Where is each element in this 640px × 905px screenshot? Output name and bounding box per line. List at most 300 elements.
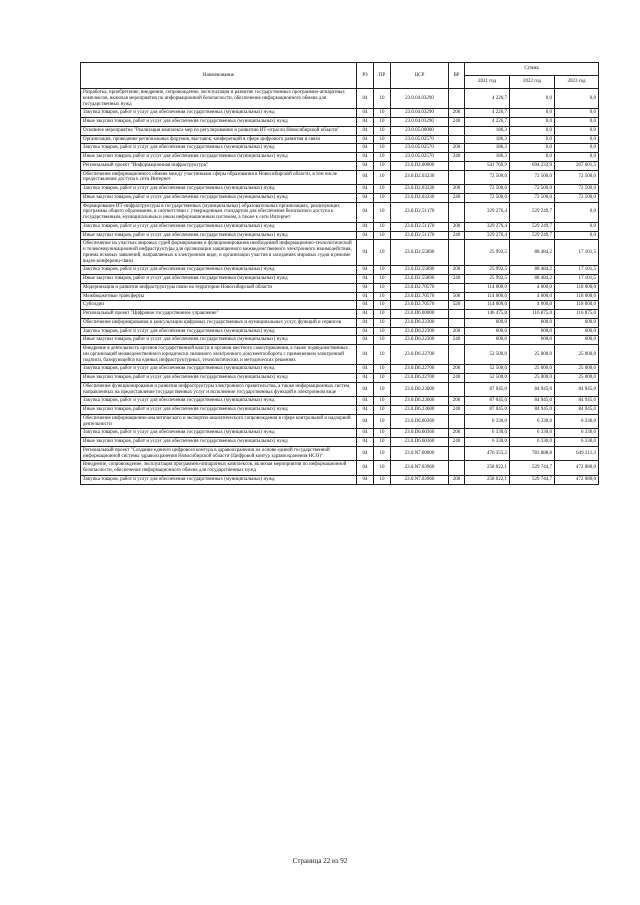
cell-2022: 4 000,0: [510, 301, 555, 310]
cell-2021: 476 355,2: [465, 446, 510, 461]
cell-pr: 10: [374, 429, 391, 438]
cell-2022: 0,0: [510, 89, 555, 109]
cell-2021: 4 226,7: [465, 89, 510, 109]
cell-name: Закупка товаров, работ и услуг для обеспечения государственных (муниципальных) нужд: [81, 185, 357, 194]
cell-rz: 04: [357, 414, 374, 429]
table-row: [81, 202, 599, 222]
cell-vr: [449, 414, 465, 429]
cell-csr: 23.0.D2.03230: [391, 170, 449, 185]
cell-pr: 10: [374, 266, 391, 275]
cell-2023: 472 080,0: [555, 475, 599, 484]
cell-name: Межбюджетные трансферты: [81, 292, 357, 301]
cell-csr: 23.0.D2.51170: [391, 202, 449, 222]
cell-2023: 17 101,5: [555, 266, 599, 275]
cell-2021: 600,0: [465, 318, 510, 327]
cell-2023: 0,0: [555, 231, 599, 240]
cell-csr: 23.0.D6.60360: [391, 429, 449, 438]
cell-2021: 25 992,5: [465, 275, 510, 284]
cell-pr: 10: [374, 153, 391, 162]
cell-2023: 600,0: [555, 327, 599, 336]
cell-rz: 04: [357, 126, 374, 135]
table-row: [81, 118, 599, 127]
cell-2023: 25 000,0: [555, 345, 599, 365]
table-row: [81, 429, 599, 438]
cell-vr: [449, 89, 465, 109]
cell-2023: 207 601,5: [555, 161, 599, 170]
cell-name: Обеспечение информационно-аналитического и экспертно-аналитического сопровождения в сфере контрольной и надзорной деятельности: [81, 414, 357, 429]
cell-rz: 04: [357, 374, 374, 383]
cell-pr: 10: [374, 275, 391, 284]
cell-2021: 87 045,0: [465, 382, 510, 397]
table-row: [81, 461, 599, 476]
cell-vr: [449, 382, 465, 397]
table-row: [81, 438, 599, 447]
cell-2021: 87 045,0: [465, 406, 510, 415]
cell-rz: 04: [357, 475, 374, 484]
cell-vr: 200: [449, 109, 465, 118]
cell-pr: 10: [374, 345, 391, 365]
cell-vr: [449, 135, 465, 144]
cell-2023: 600,0: [555, 336, 599, 345]
table-row: [81, 161, 599, 170]
cell-2021: 114 000,0: [465, 301, 510, 310]
table-row: [81, 283, 599, 292]
table-row: [81, 327, 599, 336]
cell-csr: 23.0.D6.22300: [391, 318, 449, 327]
cell-2023: 0,0: [555, 135, 599, 144]
cell-name: Иные закупки товаров, работ и услуг для обеспечения государственных (муниципальных) нужд: [81, 193, 357, 202]
cell-2021: 329 276,4: [465, 231, 510, 240]
cell-rz: 04: [357, 231, 374, 240]
cell-pr: 10: [374, 292, 391, 301]
cell-pr: 10: [374, 118, 391, 127]
header-year-2023: 2023 год: [555, 76, 599, 89]
cell-name: Иные закупки товаров, работ и услуг для обеспечения государственных (муниципальных) нужд: [81, 275, 357, 284]
cell-2021: 600,0: [465, 327, 510, 336]
cell-vr: [449, 170, 465, 185]
cell-2023: 25 000,0: [555, 365, 599, 374]
cell-vr: 520: [449, 301, 465, 310]
cell-rz: 04: [357, 185, 374, 194]
cell-2023: 0,0: [555, 202, 599, 222]
cell-csr: 23.0.05.02570: [391, 135, 449, 144]
cell-name: Обеспечение информирования и консультации цифровых государственных и муниципальных услуг, функций и сервисов: [81, 318, 357, 327]
cell-pr: 10: [374, 222, 391, 231]
cell-name: Иные закупки товаров, работ и услуг для обеспечения государственных (муниципальных) нужд: [81, 118, 357, 127]
cell-rz: 04: [357, 161, 374, 170]
cell-vr: [449, 161, 465, 170]
cell-csr: 23.0.D6.22700: [391, 365, 449, 374]
table-row: [81, 382, 599, 397]
cell-2023: 118 000,0: [555, 283, 599, 292]
cell-pr: 10: [374, 374, 391, 383]
cell-csr: 23.0.D2.70570: [391, 301, 449, 310]
cell-2022: 529 744,7: [510, 461, 555, 476]
cell-2022: 88 484,2: [510, 240, 555, 266]
cell-csr: 23.0.D2.70570: [391, 292, 449, 301]
cell-2021: 25 992,5: [465, 240, 510, 266]
header-rz: РЗ: [357, 63, 374, 89]
table-row: [81, 144, 599, 153]
cell-2022: 0,0: [510, 126, 555, 135]
cell-2022: 25 000,0: [510, 365, 555, 374]
cell-rz: 04: [357, 345, 374, 365]
cell-vr: [449, 461, 465, 476]
cell-name: Иные закупки товаров, работ и услуг для обеспечения государственных (муниципальных) нужд: [81, 336, 357, 345]
cell-pr: 10: [374, 318, 391, 327]
cell-vr: [449, 446, 465, 461]
cell-vr: 200: [449, 327, 465, 336]
cell-csr: 23.0.N7.03960: [391, 475, 449, 484]
cell-csr: 23.0.D2.55890: [391, 240, 449, 266]
cell-2023: 600,0: [555, 318, 599, 327]
cell-csr: 23.0.05.02570: [391, 144, 449, 153]
cell-pr: 10: [374, 414, 391, 429]
header-pr: ПР: [374, 63, 391, 89]
table-row: [81, 318, 599, 327]
cell-name: Обеспечение информационного обмена между участниками сферы образования в Новосибирской области, в том числе предоставление доступа к сети Интернет: [81, 170, 357, 185]
cell-pr: 10: [374, 438, 391, 447]
table-row: [81, 126, 599, 135]
cell-2023: 6 330,0: [555, 429, 599, 438]
table-row: [81, 406, 599, 415]
cell-name: Обеспечение на участках мировых судей формирования и функционирования необходимой информационно-технологической и телекоммуникационной инфраструктуры для организации защищенного межведомственного электронного взаимодействия, приема исковых заявлений, направляемых в электронном виде, и организации участия в заседаниях мировых судов в режиме видео-конференц-связи: [81, 240, 357, 266]
cell-pr: 10: [374, 283, 391, 292]
cell-csr: 23.0.D6.60360: [391, 438, 449, 447]
table-row: [81, 336, 599, 345]
cell-2022: 783 888,8: [510, 446, 555, 461]
cell-2022: 600,0: [510, 318, 555, 327]
table-row: [81, 301, 599, 310]
cell-2022: 529 249,7: [510, 231, 555, 240]
cell-vr: 240: [449, 275, 465, 284]
table-row: [81, 345, 599, 365]
cell-name: Иные закупки товаров, работ и услуг для обеспечения государственных (муниципальных) нужд: [81, 374, 357, 383]
cell-rz: 04: [357, 327, 374, 336]
cell-vr: 200: [449, 429, 465, 438]
cell-2022: 84 945,0: [510, 382, 555, 397]
cell-rz: 04: [357, 429, 374, 438]
cell-name: Закупка товаров, работ и услуг для обеспечения государственных (муниципальных) нужд: [81, 397, 357, 406]
cell-rz: 04: [357, 222, 374, 231]
cell-2023: 72 500,0: [555, 170, 599, 185]
cell-vr: [449, 345, 465, 365]
cell-vr: [449, 310, 465, 319]
cell-2022: 600,0: [510, 336, 555, 345]
cell-csr: 23.0.04.03290: [391, 118, 449, 127]
header-year-2021: 2021 год: [465, 76, 510, 89]
cell-name: Закупка товаров, работ и услуг для обеспечения государственных (муниципальных) нужд: [81, 327, 357, 336]
cell-2023: 649 211,3: [555, 446, 599, 461]
table-row: [81, 170, 599, 185]
table-row: [81, 153, 599, 162]
cell-csr: 23.0.D6.22300: [391, 336, 449, 345]
cell-csr: 23.0.D6.22700: [391, 345, 449, 365]
cell-2022: 529 249,7: [510, 202, 555, 222]
cell-2023: 0,0: [555, 144, 599, 153]
cell-csr: 23.0.D2.00000: [391, 161, 449, 170]
cell-pr: 10: [374, 336, 391, 345]
cell-rz: 04: [357, 275, 374, 284]
cell-2022: 6 330,0: [510, 414, 555, 429]
cell-2021: 52 500,0: [465, 374, 510, 383]
cell-vr: 240: [449, 153, 465, 162]
table-header: [81, 63, 599, 89]
cell-rz: 04: [357, 89, 374, 109]
cell-2022: 72 500,0: [510, 185, 555, 194]
cell-2021: 114 000,0: [465, 283, 510, 292]
cell-2021: 6 330,0: [465, 414, 510, 429]
cell-vr: 240: [449, 193, 465, 202]
page-number: Страница 22 из 92: [292, 857, 348, 865]
cell-pr: 10: [374, 161, 391, 170]
cell-rz: 04: [357, 240, 374, 266]
cell-2023: 472 080,0: [555, 461, 599, 476]
cell-2022: 0,0: [510, 118, 555, 127]
cell-2021: 186,3: [465, 126, 510, 135]
cell-2021: 258 022,1: [465, 475, 510, 484]
cell-csr: 23.0.D2.70570: [391, 283, 449, 292]
cell-csr: 23.0.D6.00000: [391, 310, 449, 319]
table-body: [81, 89, 599, 485]
cell-2021: 114 000,0: [465, 292, 510, 301]
cell-2023: 116 875,0: [555, 310, 599, 319]
cell-2021: 329 276,4: [465, 202, 510, 222]
cell-pr: 10: [374, 202, 391, 222]
cell-2022: 600,0: [510, 327, 555, 336]
cell-name: Региональный проект "Информационная инфраструктура": [81, 161, 357, 170]
cell-2021: 258 022,1: [465, 461, 510, 476]
cell-2021: 600,0: [465, 336, 510, 345]
table-row: [81, 240, 599, 266]
cell-name: Иные закупки товаров, работ и услуг для обеспечения государственных (муниципальных) нужд: [81, 231, 357, 240]
cell-csr: 23.0.05.00000: [391, 126, 449, 135]
cell-rz: 04: [357, 397, 374, 406]
cell-rz: 04: [357, 144, 374, 153]
cell-2021: 186,3: [465, 144, 510, 153]
cell-pr: 10: [374, 301, 391, 310]
cell-vr: 200: [449, 365, 465, 374]
cell-2023: 0,0: [555, 153, 599, 162]
cell-rz: 04: [357, 202, 374, 222]
cell-csr: 23.0.D2.03230: [391, 185, 449, 194]
table-row: [81, 266, 599, 275]
cell-pr: 10: [374, 89, 391, 109]
table-row: [81, 310, 599, 319]
cell-2023: 6 330,0: [555, 414, 599, 429]
cell-2021: 6 330,0: [465, 429, 510, 438]
cell-2021: 146 475,0: [465, 310, 510, 319]
cell-pr: 10: [374, 170, 391, 185]
cell-name: Внедрение, сопровождение, эксплуатация программно-аппаратных комплексов, включая мероприятия по информационной безопасности, обеспечение информационного обмена для государственных нужд: [81, 461, 357, 476]
cell-name: Иные закупки товаров, работ и услуг для обеспечения государственных (муниципальных) нужд: [81, 438, 357, 447]
cell-2022: 6 330,0: [510, 438, 555, 447]
cell-2022: 0,0: [510, 144, 555, 153]
cell-2021: 72 500,0: [465, 170, 510, 185]
cell-2021: 52 500,0: [465, 365, 510, 374]
cell-pr: 10: [374, 240, 391, 266]
cell-vr: [449, 202, 465, 222]
cell-csr: 23.0.D6.23600: [391, 397, 449, 406]
cell-name: Иные закупки товаров, работ и услуг для обеспечения государственных (муниципальных) нужд: [81, 153, 357, 162]
cell-csr: 23.0.04.03290: [391, 89, 449, 109]
cell-csr: 23.0.D2.03230: [391, 193, 449, 202]
cell-rz: 04: [357, 292, 374, 301]
cell-csr: 23.0.D6.23600: [391, 382, 449, 397]
cell-name: Закупка товаров, работ и услуг для обеспечения государственных (муниципальных) нужд: [81, 429, 357, 438]
table-row: [81, 109, 599, 118]
cell-2023: 0,0: [555, 89, 599, 109]
cell-rz: 04: [357, 109, 374, 118]
table-row: [81, 446, 599, 461]
cell-csr: 23.0.D6.22300: [391, 327, 449, 336]
table-row: [81, 135, 599, 144]
cell-csr: 23.0.D2.55890: [391, 266, 449, 275]
cell-2023: 84 945,0: [555, 382, 599, 397]
cell-name: Иные закупки товаров, работ и услуг для обеспечения государственных (муниципальных) нужд: [81, 406, 357, 415]
cell-name: Закупка товаров, работ и услуг для обеспечения государственных (муниципальных) нужд: [81, 109, 357, 118]
cell-vr: 240: [449, 118, 465, 127]
cell-2021: 4 226,7: [465, 118, 510, 127]
table-row: [81, 292, 599, 301]
cell-vr: 200: [449, 185, 465, 194]
cell-name: Региональный проект "Цифровое государственное управление": [81, 310, 357, 319]
cell-rz: 04: [357, 266, 374, 275]
cell-2022: 0,0: [510, 153, 555, 162]
cell-vr: [449, 318, 465, 327]
cell-csr: 23.0.N7.03960: [391, 461, 449, 476]
cell-name: Разработка, приобретение, внедрение, сопровождение, эксплуатация и развитие государственных программно-аппаратных комплексов, включая мероприятия по информационной безопасности, обеспечение информационного обмена для государственных нужд: [81, 89, 357, 109]
cell-2022: 529 744,7: [510, 475, 555, 484]
cell-2023: 72 500,0: [555, 185, 599, 194]
cell-pr: 10: [374, 231, 391, 240]
cell-pr: 10: [374, 365, 391, 374]
cell-pr: 10: [374, 446, 391, 461]
cell-2023: 0,0: [555, 109, 599, 118]
cell-vr: [449, 240, 465, 266]
cell-vr: 240: [449, 374, 465, 383]
cell-vr: 200: [449, 144, 465, 153]
header-sum: Сумма: [465, 63, 599, 76]
cell-name: Модернизация и развитие инфраструктуры связи на территории Новосибирской области: [81, 283, 357, 292]
cell-name: Внедрение в деятельность органов государственной власти и органов местного самоуправления, а также подведомственных им организаций межведомственного юридически значимого электронного документооборота с применением электронной подписи, базирующейся на единых инфраструктурных, технологических и методических решениях: [81, 345, 357, 365]
cell-name: Закупка товаров, работ и услуг для обеспечения государственных (муниципальных) нужд: [81, 475, 357, 484]
cell-2022: 25 000,0: [510, 345, 555, 365]
cell-pr: 10: [374, 135, 391, 144]
header-year-2022: 2022 год: [510, 76, 555, 89]
table-row: [81, 231, 599, 240]
cell-2023: 6 330,0: [555, 438, 599, 447]
cell-rz: 04: [357, 170, 374, 185]
cell-2021: 52 500,0: [465, 345, 510, 365]
cell-pr: 10: [374, 461, 391, 476]
cell-2023: 0,0: [555, 126, 599, 135]
cell-name: Организация, проведение региональных форумов, выставок, конференций в сфере цифрового развития и связи: [81, 135, 357, 144]
cell-csr: 23.0.D2.51170: [391, 231, 449, 240]
cell-csr: 23.0.N7.00000: [391, 446, 449, 461]
cell-name: Закупка товаров, работ и услуг для обеспечения государственных (муниципальных) нужд: [81, 144, 357, 153]
table-row: [81, 89, 599, 109]
table-row: [81, 222, 599, 231]
cell-rz: 04: [357, 135, 374, 144]
cell-2022: 72 500,0: [510, 170, 555, 185]
cell-pr: 10: [374, 406, 391, 415]
cell-pr: 10: [374, 475, 391, 484]
cell-vr: 500: [449, 292, 465, 301]
cell-2023: 84 945,0: [555, 406, 599, 415]
cell-name: Закупка товаров, работ и услуг для обеспечения государственных (муниципальных) нужд: [81, 365, 357, 374]
cell-2022: 4 000,0: [510, 292, 555, 301]
cell-csr: 23.0.05.02570: [391, 153, 449, 162]
cell-2023: 118 000,0: [555, 292, 599, 301]
cell-2022: 88 484,2: [510, 275, 555, 284]
cell-name: Обеспечение функционирования и развития инфраструктуры электронного правительства, а также информационных систем, направленных на предоставление государственных услуг и исполнение государственных функций в электронном виде: [81, 382, 357, 397]
cell-pr: 10: [374, 185, 391, 194]
cell-pr: 10: [374, 144, 391, 153]
budget-table: [80, 62, 599, 485]
cell-csr: 23.0.D6.60360: [391, 414, 449, 429]
cell-2021: 4 226,7: [465, 109, 510, 118]
cell-2021: 329 276,4: [465, 222, 510, 231]
table-row: [81, 374, 599, 383]
cell-2022: 694 233,9: [510, 161, 555, 170]
table-row: [81, 193, 599, 202]
cell-name: Формирование ИТ-инфраструктуры в государственных (муниципальных) образовательных организациях, реализующих программы общего образования, в соответствии с утвержденным стандартом для обеспечения безопасного доступа к государственным, муниципальным и иным информационным системам, а также к сети Интернет: [81, 202, 357, 222]
cell-2023: 72 500,0: [555, 193, 599, 202]
cell-vr: 240: [449, 336, 465, 345]
cell-pr: 10: [374, 397, 391, 406]
cell-pr: 10: [374, 109, 391, 118]
cell-name: Субсидии: [81, 301, 357, 310]
cell-2022: 25 000,0: [510, 374, 555, 383]
table-row: [81, 414, 599, 429]
cell-rz: 04: [357, 438, 374, 447]
cell-2022: 88 484,2: [510, 266, 555, 275]
cell-name: Основное мероприятие "Реализация комплекса мер по регулированию и развитию ИТ-отрасли Новосибирской области": [81, 126, 357, 135]
cell-name: Закупка товаров, работ и услуг для обеспечения государственных (муниципальных) нужд: [81, 266, 357, 275]
cell-2023: 118 000,0: [555, 301, 599, 310]
cell-csr: 23.0.D2.51170: [391, 222, 449, 231]
cell-2021: 72 500,0: [465, 193, 510, 202]
cell-rz: 04: [357, 318, 374, 327]
cell-name: Закупка товаров, работ и услуг для обеспечения государственных (муниципальных) нужд: [81, 222, 357, 231]
table-row: [81, 475, 599, 484]
cell-rz: 04: [357, 193, 374, 202]
cell-2021: 186,3: [465, 153, 510, 162]
cell-2023: 84 945,0: [555, 397, 599, 406]
cell-rz: 04: [357, 406, 374, 415]
cell-2023: 0,0: [555, 118, 599, 127]
cell-2022: 116 875,0: [510, 310, 555, 319]
cell-pr: 10: [374, 193, 391, 202]
cell-rz: 04: [357, 461, 374, 476]
cell-2021: 25 992,5: [465, 266, 510, 275]
table-row: [81, 185, 599, 194]
cell-2023: 17 101,5: [555, 275, 599, 284]
cell-2022: 4 000,0: [510, 283, 555, 292]
cell-2022: 0,0: [510, 135, 555, 144]
cell-vr: 240: [449, 406, 465, 415]
cell-2023: 0,0: [555, 222, 599, 231]
cell-name: Региональный проект "Создание единого цифрового контура в здравоохранении на основе единой государственной информационной системы здравоохранения Новосибирской области (Цифровой контур здравоохранения НСО)": [81, 446, 357, 461]
cell-2022: 529 249,7: [510, 222, 555, 231]
cell-rz: 04: [357, 118, 374, 127]
cell-2021: 87 045,0: [465, 397, 510, 406]
cell-2023: 25 000,0: [555, 374, 599, 383]
cell-2022: 84 945,0: [510, 397, 555, 406]
cell-csr: 23.0.D6.22700: [391, 374, 449, 383]
cell-vr: [449, 126, 465, 135]
